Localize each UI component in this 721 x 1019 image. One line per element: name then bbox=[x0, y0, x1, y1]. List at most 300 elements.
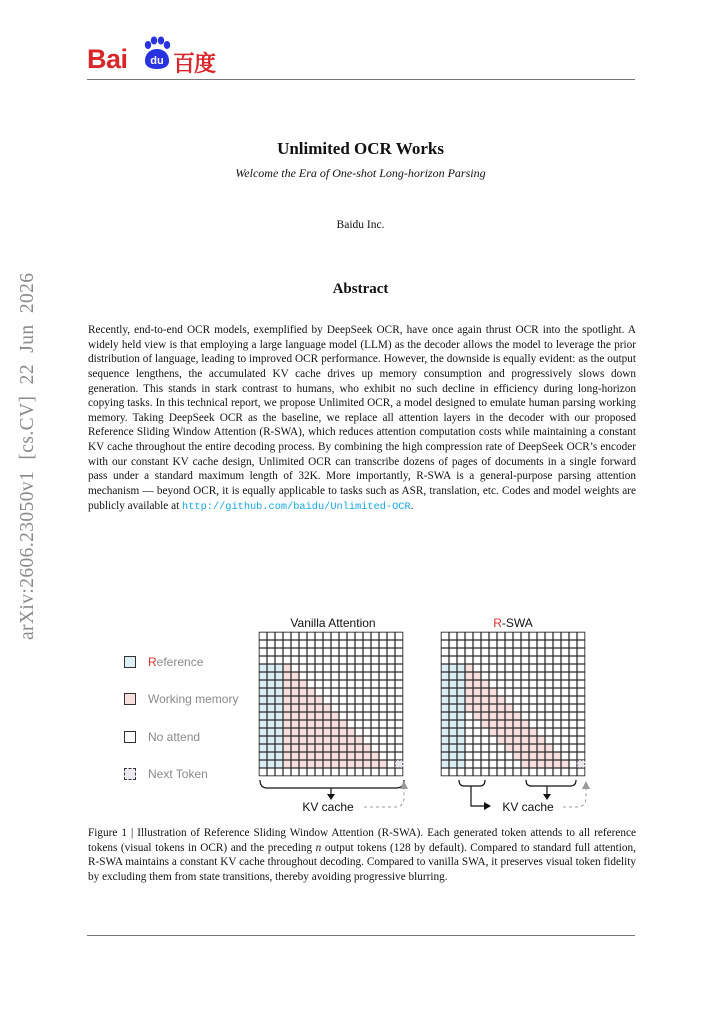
grid-cell bbox=[291, 728, 299, 736]
grid-cell bbox=[513, 696, 521, 704]
grid-cell bbox=[513, 664, 521, 672]
grid-cell bbox=[371, 672, 379, 680]
grid-cell bbox=[291, 768, 299, 776]
grid-cell bbox=[267, 704, 275, 712]
grid-cell bbox=[505, 680, 513, 688]
grid-cell bbox=[323, 672, 331, 680]
grid-cell bbox=[513, 632, 521, 640]
grid-cell bbox=[529, 736, 537, 744]
grid-cell bbox=[553, 688, 561, 696]
grid-cell bbox=[363, 720, 371, 728]
grid-cell bbox=[283, 656, 291, 664]
grid-cell bbox=[561, 760, 569, 768]
grid-cell bbox=[513, 672, 521, 680]
grid-cell bbox=[339, 688, 347, 696]
grid-cell bbox=[529, 672, 537, 680]
grid-cell bbox=[449, 760, 457, 768]
grid-cell bbox=[283, 720, 291, 728]
grid-cell bbox=[497, 664, 505, 672]
grid-cell bbox=[505, 688, 513, 696]
grid-cell bbox=[497, 768, 505, 776]
grid-cell bbox=[529, 656, 537, 664]
grid-cell bbox=[449, 720, 457, 728]
grid-cell bbox=[577, 736, 585, 744]
grid-cell bbox=[489, 640, 497, 648]
grid-cell bbox=[387, 688, 395, 696]
logo-paw-text: du bbox=[150, 55, 164, 67]
grid-cell bbox=[545, 712, 553, 720]
grid-cell bbox=[553, 720, 561, 728]
grid-cell bbox=[505, 640, 513, 648]
grid-cell bbox=[363, 696, 371, 704]
grid-cell bbox=[331, 760, 339, 768]
grid-cell bbox=[275, 672, 283, 680]
grid-cell bbox=[339, 680, 347, 688]
grid-cell bbox=[387, 728, 395, 736]
grid-cell bbox=[259, 712, 267, 720]
grid-cell bbox=[569, 720, 577, 728]
grid-cell bbox=[299, 768, 307, 776]
grid-cell bbox=[299, 760, 307, 768]
grid-cell bbox=[363, 648, 371, 656]
grid-cell bbox=[577, 632, 585, 640]
grid-cell bbox=[307, 664, 315, 672]
grid-cell bbox=[545, 728, 553, 736]
grid-cell bbox=[441, 632, 449, 640]
grid-cell bbox=[441, 752, 449, 760]
grid-cell bbox=[561, 640, 569, 648]
grid-cell bbox=[275, 736, 283, 744]
grid-cell bbox=[561, 688, 569, 696]
grid-cell bbox=[505, 752, 513, 760]
grid-cell bbox=[537, 752, 545, 760]
grid-cell bbox=[457, 672, 465, 680]
grid-cell bbox=[441, 696, 449, 704]
grid-cell bbox=[291, 752, 299, 760]
grid-cell bbox=[489, 632, 497, 640]
grid-cell bbox=[561, 744, 569, 752]
grid-cell bbox=[513, 768, 521, 776]
grid-cell bbox=[395, 760, 403, 768]
grid-cell bbox=[395, 736, 403, 744]
grid-cell bbox=[537, 720, 545, 728]
grid-cell bbox=[259, 744, 267, 752]
grid-cell bbox=[355, 704, 363, 712]
grid-cell bbox=[291, 680, 299, 688]
grid-cell bbox=[537, 688, 545, 696]
grid-cell bbox=[299, 672, 307, 680]
grid-cell bbox=[529, 720, 537, 728]
grid-cell bbox=[521, 680, 529, 688]
grid-cell bbox=[355, 656, 363, 664]
grid-cell bbox=[457, 712, 465, 720]
grid-cell bbox=[267, 720, 275, 728]
grid-cell bbox=[267, 768, 275, 776]
grid-cell bbox=[577, 688, 585, 696]
grid-cell bbox=[505, 728, 513, 736]
grid-cell bbox=[449, 664, 457, 672]
grid-cell bbox=[465, 728, 473, 736]
grid-cell bbox=[561, 720, 569, 728]
grid-cell bbox=[577, 744, 585, 752]
grid-cell bbox=[473, 712, 481, 720]
grid-cell bbox=[299, 688, 307, 696]
grid-cell bbox=[473, 704, 481, 712]
kv-bracket-vanilla bbox=[260, 780, 404, 788]
grid-cell bbox=[307, 728, 315, 736]
grid-cell bbox=[323, 680, 331, 688]
grid-cell bbox=[521, 760, 529, 768]
grid-cell bbox=[441, 680, 449, 688]
grid-cell bbox=[323, 720, 331, 728]
grid-cell bbox=[387, 632, 395, 640]
grid-cell bbox=[363, 672, 371, 680]
grid-cell bbox=[323, 688, 331, 696]
grid-cell bbox=[457, 744, 465, 752]
grid-cell bbox=[379, 752, 387, 760]
grid-cell bbox=[323, 648, 331, 656]
grid-cell bbox=[331, 752, 339, 760]
grid-cell bbox=[355, 680, 363, 688]
grid-cell bbox=[275, 752, 283, 760]
grid-cell bbox=[553, 760, 561, 768]
grid-cell bbox=[489, 688, 497, 696]
panel-title-rswa: R-SWA bbox=[493, 616, 533, 630]
grid-cell bbox=[537, 680, 545, 688]
grid-cell bbox=[355, 696, 363, 704]
grid-cell bbox=[529, 752, 537, 760]
grid-cell bbox=[545, 720, 553, 728]
grid-cell bbox=[331, 712, 339, 720]
logo-latin-text: Bai bbox=[87, 44, 128, 74]
grid-cell bbox=[465, 712, 473, 720]
grid-cell bbox=[481, 696, 489, 704]
grid-cell bbox=[371, 696, 379, 704]
grid-cell bbox=[449, 752, 457, 760]
grid-cell bbox=[537, 704, 545, 712]
grid-cell bbox=[545, 632, 553, 640]
grid-cell bbox=[315, 632, 323, 640]
grid-cell bbox=[291, 736, 299, 744]
grid-cell bbox=[283, 760, 291, 768]
kv-arrowhead-rswa-right bbox=[484, 802, 491, 810]
grid-cell bbox=[323, 704, 331, 712]
grid-cell bbox=[395, 728, 403, 736]
grid-cell bbox=[291, 696, 299, 704]
grid-cell bbox=[395, 672, 403, 680]
grid-cell bbox=[259, 688, 267, 696]
grid-cell bbox=[457, 720, 465, 728]
grid-cell bbox=[521, 712, 529, 720]
grid-cell bbox=[363, 680, 371, 688]
grid-cell bbox=[339, 632, 347, 640]
grid-cell bbox=[489, 648, 497, 656]
grid-cell bbox=[465, 688, 473, 696]
grid-cell bbox=[497, 680, 505, 688]
grid-cell bbox=[473, 696, 481, 704]
grid-cell bbox=[339, 648, 347, 656]
grid-cell bbox=[339, 752, 347, 760]
grid-cell bbox=[299, 656, 307, 664]
grid-cell bbox=[379, 720, 387, 728]
grid-cell bbox=[387, 712, 395, 720]
grid-cell bbox=[387, 752, 395, 760]
grid-cell bbox=[259, 656, 267, 664]
grid-cell bbox=[347, 752, 355, 760]
grid-cell bbox=[331, 696, 339, 704]
grid-cell bbox=[577, 672, 585, 680]
grid-cell bbox=[537, 736, 545, 744]
grid-cell bbox=[441, 640, 449, 648]
grid-cell bbox=[283, 728, 291, 736]
grid-cell bbox=[441, 768, 449, 776]
grid-cell bbox=[513, 712, 521, 720]
grid-cell bbox=[307, 672, 315, 680]
grid-cell bbox=[441, 728, 449, 736]
grid-cell bbox=[529, 744, 537, 752]
grid-cell bbox=[339, 704, 347, 712]
grid-cell bbox=[537, 768, 545, 776]
abstract-end: . bbox=[410, 499, 414, 512]
grid-cell bbox=[307, 648, 315, 656]
grid-cell bbox=[513, 720, 521, 728]
grid-cell bbox=[449, 688, 457, 696]
grid-cell bbox=[275, 680, 283, 688]
grid-cell bbox=[315, 680, 323, 688]
grid-cell bbox=[363, 728, 371, 736]
grid-cell bbox=[481, 752, 489, 760]
grid-cell bbox=[283, 736, 291, 744]
grid-cell bbox=[307, 640, 315, 648]
grid-cell bbox=[521, 752, 529, 760]
grid-cell bbox=[371, 744, 379, 752]
grid-cell bbox=[473, 728, 481, 736]
grid-cell bbox=[553, 712, 561, 720]
grid-cell bbox=[323, 656, 331, 664]
grid-cell bbox=[371, 640, 379, 648]
grid-cell bbox=[363, 760, 371, 768]
grid-cell bbox=[481, 712, 489, 720]
grid-cell bbox=[339, 672, 347, 680]
grid-cell bbox=[553, 640, 561, 648]
grid-cell bbox=[481, 736, 489, 744]
grid-cell bbox=[371, 760, 379, 768]
grid-cell bbox=[355, 712, 363, 720]
grid-cell bbox=[291, 648, 299, 656]
grid-cell bbox=[561, 752, 569, 760]
grid-cell bbox=[537, 656, 545, 664]
grid-cell bbox=[529, 632, 537, 640]
grid-cell bbox=[363, 752, 371, 760]
grid-cell bbox=[395, 632, 403, 640]
grid-cell bbox=[315, 704, 323, 712]
grid-cell bbox=[395, 720, 403, 728]
grid-cell bbox=[259, 728, 267, 736]
grid-cell bbox=[545, 744, 553, 752]
grid-cell bbox=[521, 640, 529, 648]
grid-cell bbox=[545, 696, 553, 704]
grid-cell bbox=[315, 720, 323, 728]
grid-cell bbox=[569, 752, 577, 760]
grid-cell bbox=[291, 712, 299, 720]
grid-cell bbox=[307, 680, 315, 688]
grid-cell bbox=[315, 752, 323, 760]
grid-cell bbox=[489, 704, 497, 712]
grid-cell bbox=[379, 664, 387, 672]
grid-cell bbox=[505, 664, 513, 672]
grid-cell bbox=[513, 704, 521, 712]
grid-cell bbox=[489, 744, 497, 752]
grid-cell bbox=[561, 664, 569, 672]
grid-cell bbox=[553, 680, 561, 688]
grid-cell bbox=[267, 640, 275, 648]
grid-cell bbox=[371, 704, 379, 712]
grid-cell bbox=[259, 632, 267, 640]
grid-cell bbox=[497, 640, 505, 648]
grid-cell bbox=[465, 632, 473, 640]
grid-cell bbox=[283, 680, 291, 688]
grid-cell bbox=[395, 712, 403, 720]
abstract-heading: Abstract bbox=[332, 281, 389, 297]
grid-cell bbox=[291, 744, 299, 752]
grid-cell bbox=[379, 768, 387, 776]
grid-cell bbox=[267, 744, 275, 752]
grid-cell bbox=[473, 656, 481, 664]
grid-cell bbox=[291, 720, 299, 728]
grid-cell bbox=[497, 672, 505, 680]
grid-cell bbox=[379, 728, 387, 736]
grid-cell bbox=[505, 648, 513, 656]
vanilla-attention-grid bbox=[259, 632, 403, 776]
figure-caption bbox=[88, 826, 636, 884]
grid-cell bbox=[347, 696, 355, 704]
grid-cell bbox=[259, 720, 267, 728]
grid-cell bbox=[489, 728, 497, 736]
grid-cell bbox=[529, 760, 537, 768]
grid-cell bbox=[315, 712, 323, 720]
grid-cell bbox=[259, 696, 267, 704]
logo-chinese-text: 百度 bbox=[173, 52, 216, 77]
grid-cell bbox=[457, 760, 465, 768]
grid-cell bbox=[379, 712, 387, 720]
grid-cell bbox=[497, 648, 505, 656]
grid-cell bbox=[315, 744, 323, 752]
grid-cell bbox=[339, 640, 347, 648]
grid-cell bbox=[561, 680, 569, 688]
grid-cell bbox=[457, 728, 465, 736]
grid-cell bbox=[497, 760, 505, 768]
grid-cell bbox=[457, 768, 465, 776]
grid-cell bbox=[569, 648, 577, 656]
grid-cell bbox=[481, 656, 489, 664]
grid-cell bbox=[569, 744, 577, 752]
grid-cell bbox=[521, 688, 529, 696]
grid-cell bbox=[395, 656, 403, 664]
paper-title: Unlimited OCR Works bbox=[277, 139, 444, 158]
grid-cell bbox=[529, 712, 537, 720]
grid-cell bbox=[561, 712, 569, 720]
grid-cell bbox=[371, 720, 379, 728]
grid-cell bbox=[339, 744, 347, 752]
grid-cell bbox=[537, 696, 545, 704]
grid-cell bbox=[315, 640, 323, 648]
grid-cell bbox=[441, 720, 449, 728]
grid-cell bbox=[513, 736, 521, 744]
grid-cell bbox=[291, 704, 299, 712]
grid-cell bbox=[331, 736, 339, 744]
grid-cell bbox=[267, 760, 275, 768]
grid-cell bbox=[331, 656, 339, 664]
grid-cell bbox=[387, 704, 395, 712]
grid-cell bbox=[561, 672, 569, 680]
grid-cell bbox=[339, 664, 347, 672]
grid-cell bbox=[307, 696, 315, 704]
code-link[interactable]: http://github.com/baidu/Unlimited-OCR bbox=[182, 500, 411, 513]
grid-cell bbox=[331, 664, 339, 672]
grid-cell bbox=[363, 736, 371, 744]
grid-cell bbox=[505, 632, 513, 640]
grid-cell bbox=[497, 696, 505, 704]
grid-cell bbox=[513, 680, 521, 688]
grid-cell bbox=[331, 680, 339, 688]
grid-cell bbox=[307, 632, 315, 640]
grid-cell bbox=[307, 752, 315, 760]
grid-cell bbox=[513, 744, 521, 752]
grid-cell bbox=[363, 688, 371, 696]
grid-cell bbox=[481, 672, 489, 680]
grid-cell bbox=[387, 648, 395, 656]
grid-cell bbox=[537, 664, 545, 672]
grid-cell bbox=[339, 760, 347, 768]
grid-cell bbox=[315, 664, 323, 672]
grid-cell bbox=[465, 704, 473, 712]
grid-cell bbox=[315, 672, 323, 680]
grid-cell bbox=[339, 736, 347, 744]
panel-title-vanilla: Vanilla Attention bbox=[290, 616, 376, 630]
grid-cell bbox=[395, 768, 403, 776]
grid-cell bbox=[489, 680, 497, 688]
grid-cell bbox=[259, 640, 267, 648]
grid-cell bbox=[553, 752, 561, 760]
grid-cell bbox=[553, 696, 561, 704]
grid-cell bbox=[449, 648, 457, 656]
grid-cell bbox=[441, 760, 449, 768]
grid-cell bbox=[283, 648, 291, 656]
grid-cell bbox=[553, 656, 561, 664]
grid-cell bbox=[275, 664, 283, 672]
grid-cell bbox=[569, 672, 577, 680]
grid-cell bbox=[355, 688, 363, 696]
grid-cell bbox=[449, 744, 457, 752]
paper-subtitle: Welcome the Era of One-shot Long-horizon Parsing bbox=[235, 166, 486, 180]
grid-cell bbox=[537, 632, 545, 640]
grid-cell bbox=[379, 640, 387, 648]
grid-cell bbox=[489, 664, 497, 672]
grid-cell bbox=[465, 664, 473, 672]
grid-cell bbox=[521, 672, 529, 680]
grid-cell bbox=[267, 656, 275, 664]
grid-cell bbox=[473, 672, 481, 680]
grid-cell bbox=[299, 728, 307, 736]
grid-cell bbox=[323, 664, 331, 672]
grid-cell bbox=[457, 664, 465, 672]
grid-cell bbox=[577, 760, 585, 768]
grid-cell bbox=[473, 688, 481, 696]
grid-cell bbox=[545, 736, 553, 744]
grid-cell bbox=[331, 640, 339, 648]
grid-cell bbox=[339, 656, 347, 664]
grid-cell bbox=[529, 768, 537, 776]
